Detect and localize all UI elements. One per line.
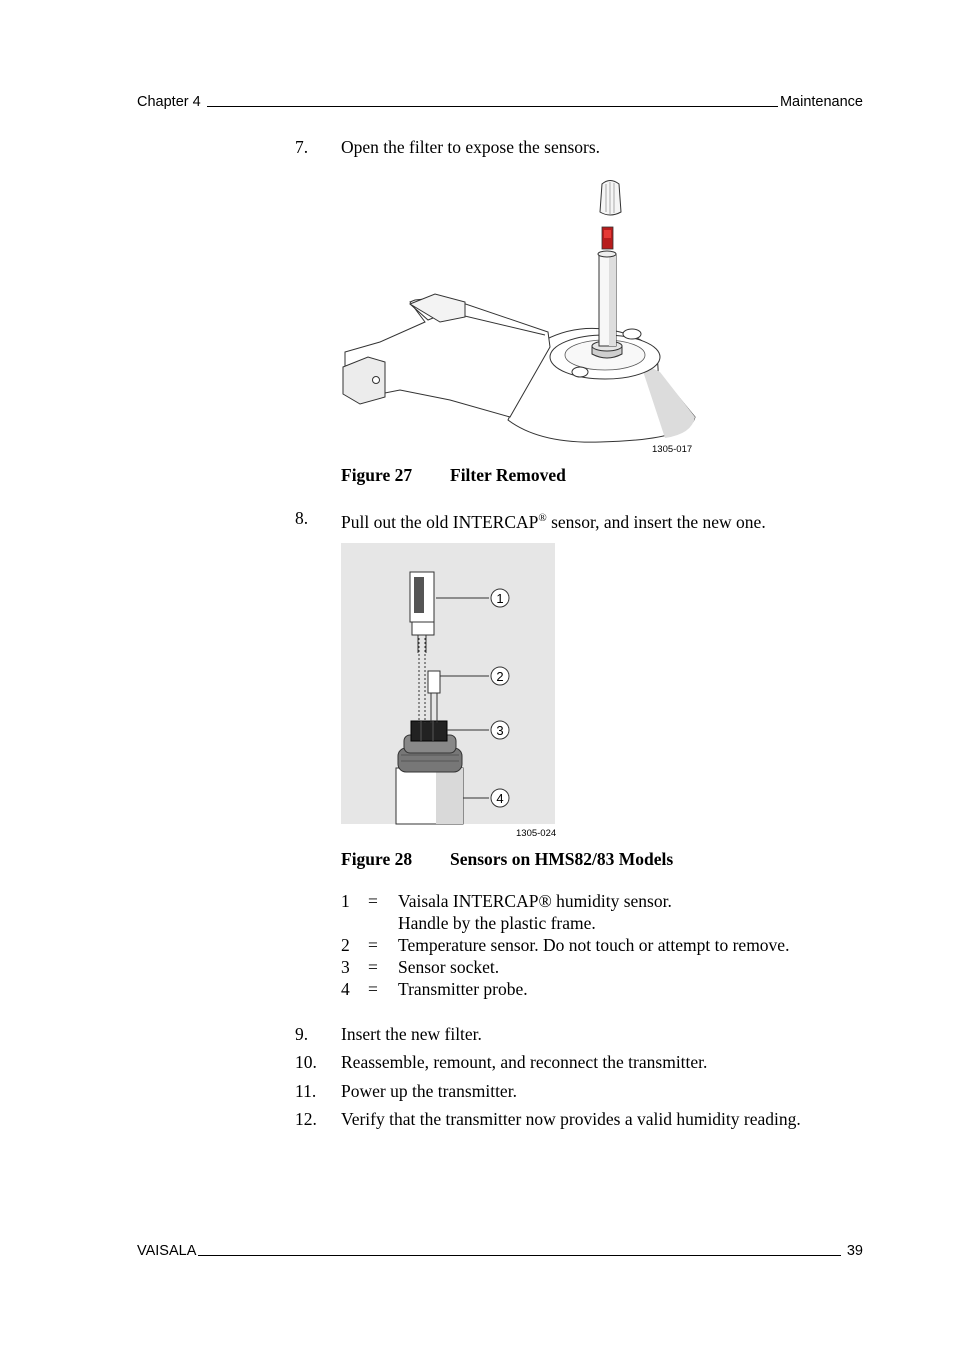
legend-desc: Sensor socket. [398,957,500,977]
legend-num: 1 [341,891,350,911]
callout-3: 3 [496,723,504,738]
figure-label: Figure 28 [341,849,413,869]
page-header [137,88,863,110]
legend-desc: Handle by the plastic frame. [398,913,596,933]
figure-27-code: 1305-017 [652,444,693,455]
callout-2: 2 [496,669,504,684]
step-text: Reassemble, remount, and reconnect the transmitter. [341,1052,708,1072]
step-text: Insert the new filter. [341,1024,482,1044]
step-number: 8. [295,508,309,528]
header-chapter: Chapter 4 [137,94,201,110]
registered-mark: ® [538,512,547,524]
step-number: 11. [295,1081,317,1101]
legend-desc: Transmitter probe. [398,979,528,999]
figure-28-code: 1305-024 [516,828,557,839]
header-section: Maintenance [779,94,863,110]
step-number: 12. [295,1109,317,1129]
step-number: 10. [295,1052,317,1072]
footer-brand: VAISALA [137,1243,197,1259]
step-number: 7. [295,137,309,157]
legend-eq: = [368,979,378,999]
callout-1: 1 [496,591,504,606]
page-footer [137,1237,863,1259]
legend-desc: Temperature sensor. Do not touch or attempt to remove. [398,935,790,955]
page-number: 39 [846,1243,863,1259]
step-text: Power up the transmitter. [341,1081,517,1101]
legend-num: 3 [341,957,350,977]
legend-num: 2 [341,935,350,955]
legend-eq: = [368,957,378,977]
footer-rule [198,1254,840,1256]
header-rule [207,105,778,107]
figure-title: Filter Removed [450,465,566,485]
figure-28-illustration [341,543,556,825]
figure-title: Sensors on HMS82/83 Models [450,849,674,869]
legend-eq: = [368,891,378,911]
step-text [341,507,766,533]
step-number: 9. [295,1024,309,1044]
figure-label: Figure 27 [341,465,413,485]
legend-desc: Vaisala INTERCAP® humidity sensor. [398,891,672,911]
callout-4: 4 [496,791,504,806]
legend-eq: = [368,935,378,955]
step-text-part: Pull out the old INTERCAP [341,511,539,532]
step-text: Verify that the transmitter now provides a valid humidity reading. [341,1109,801,1129]
step-text: Open the filter to expose the sensors. [341,137,601,157]
step-text-part: sensor, and insert the new one. [546,511,766,532]
legend-num: 4 [341,979,350,999]
figure-27-illustration [340,172,700,452]
